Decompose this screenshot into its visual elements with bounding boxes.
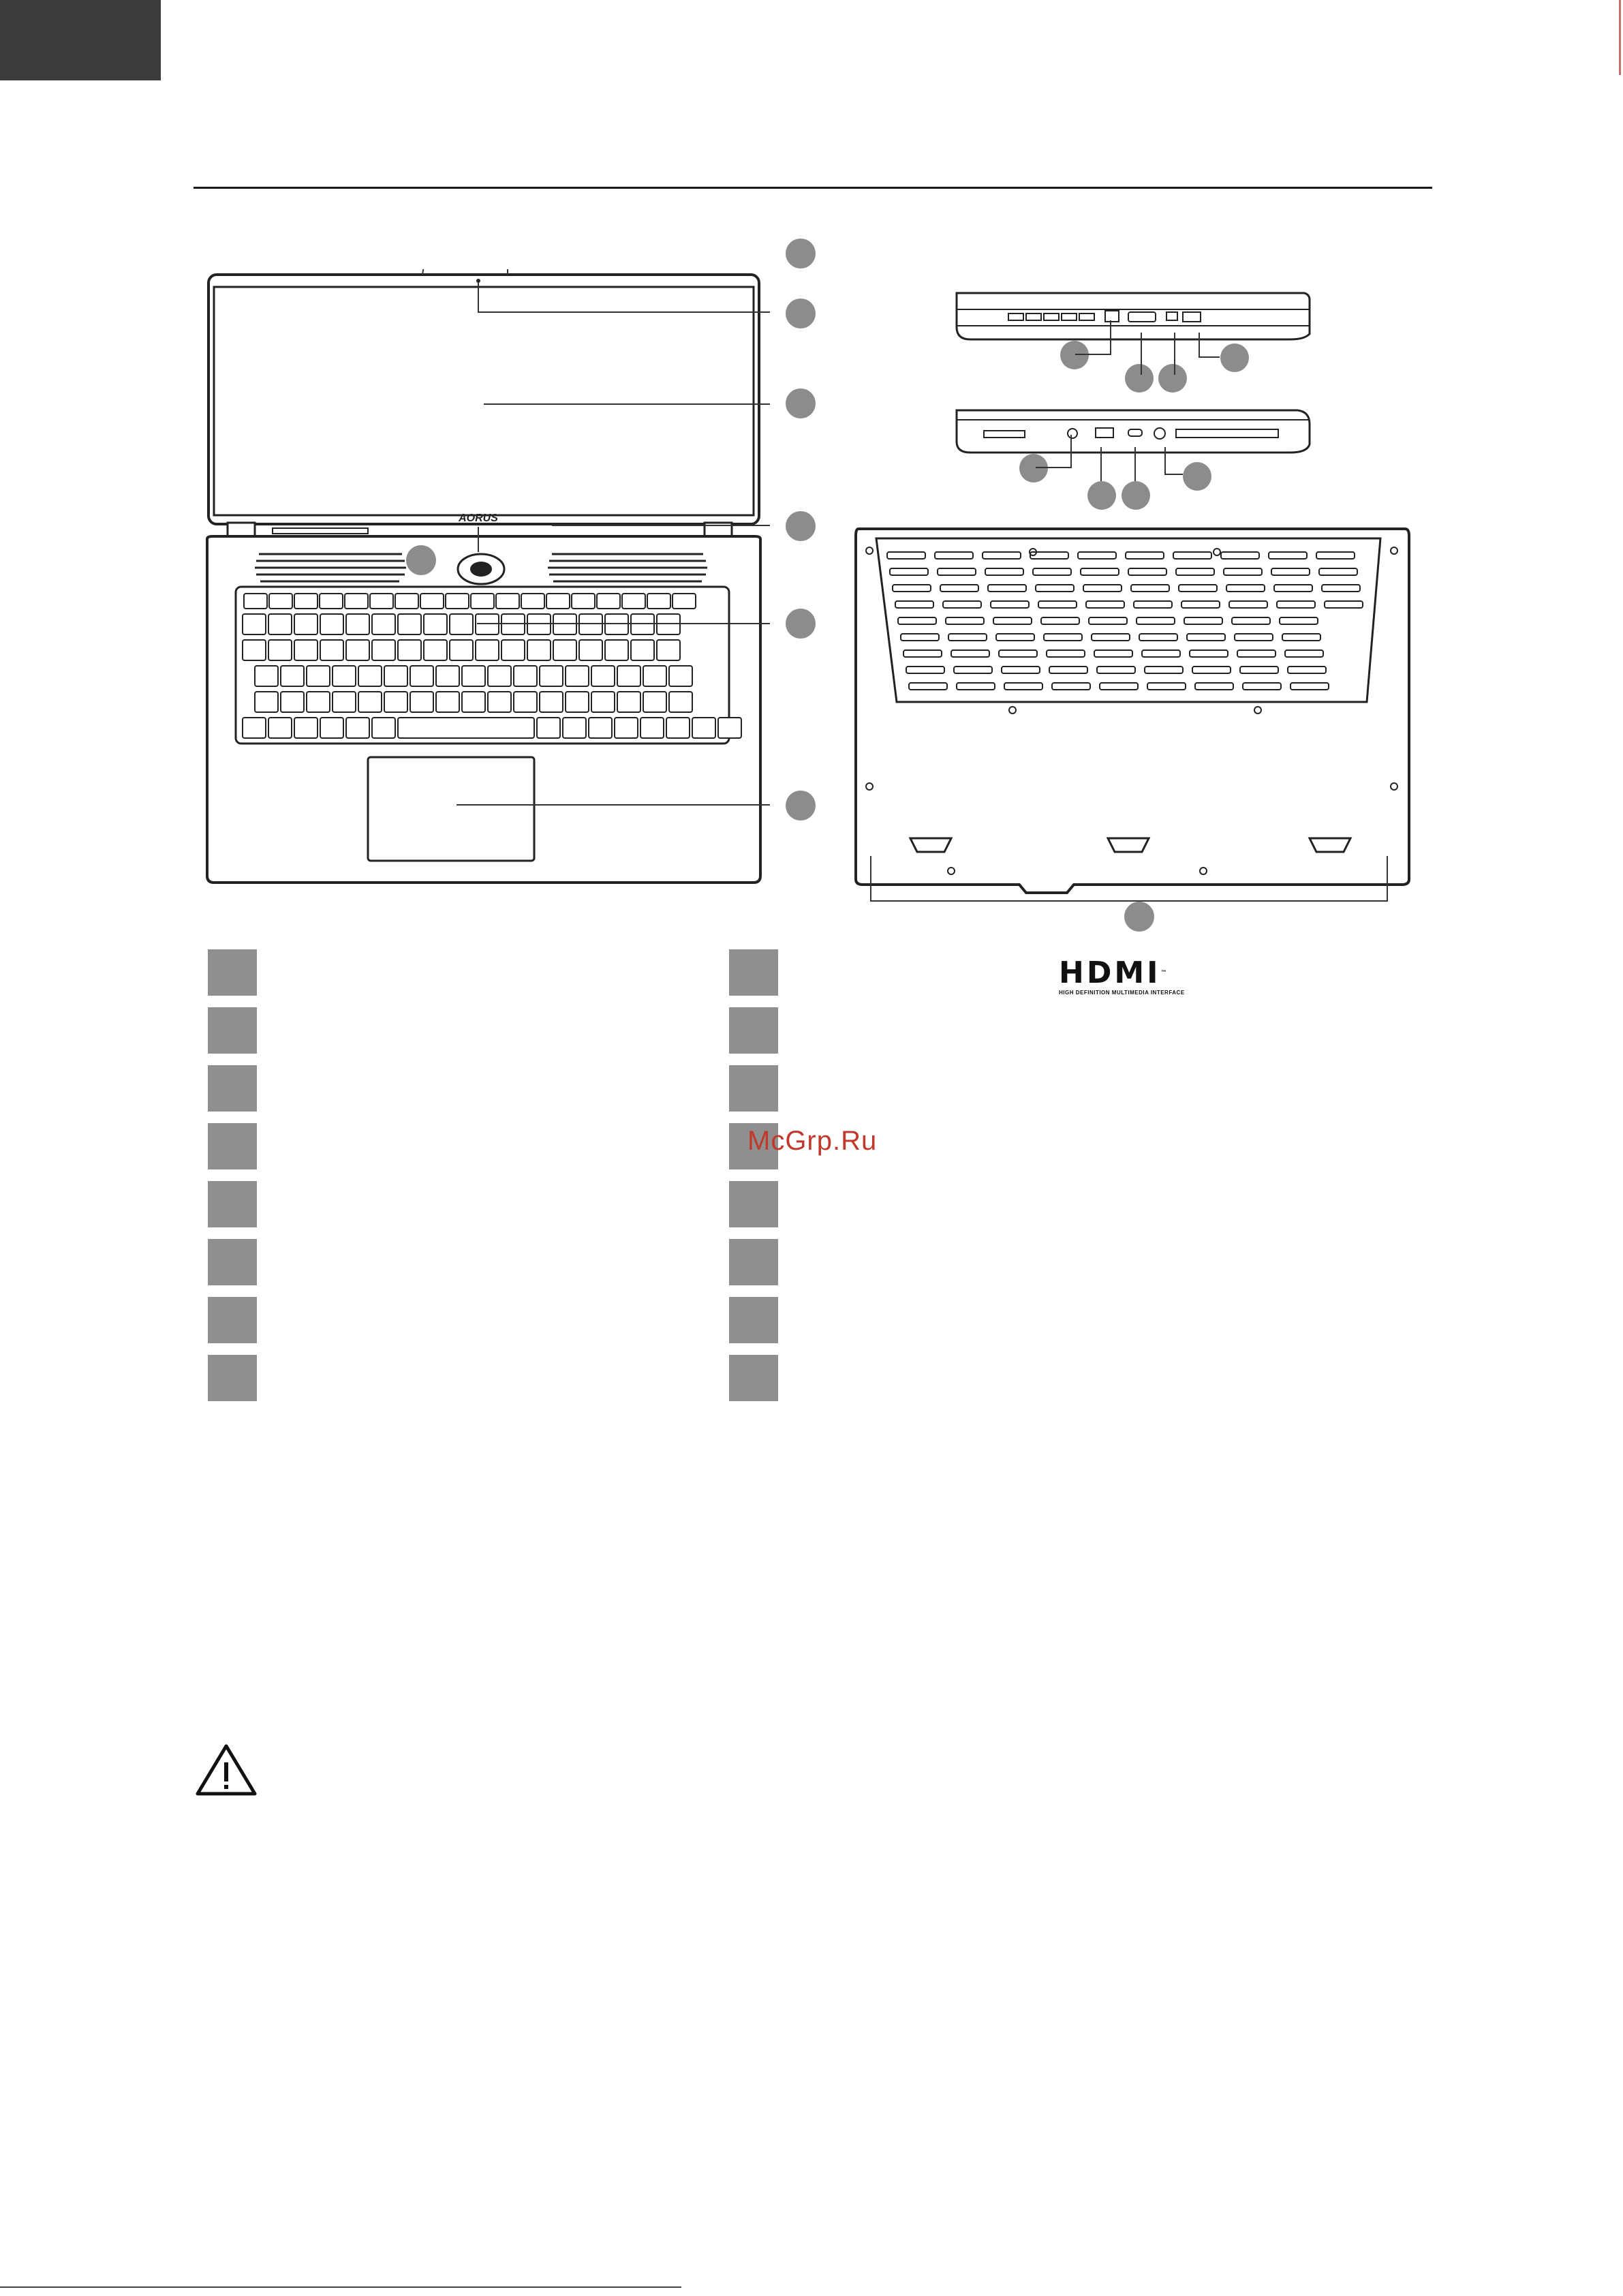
legend-square-6 [208,1239,257,1285]
keyboard-key [384,666,407,686]
bottom-vent-slot [1137,617,1175,624]
keyboard-key [540,666,563,686]
keyboard-key [622,594,645,609]
side-view-leader-lines [1008,313,1254,491]
keyboard-key [537,718,560,738]
bottom-vent-slot [1269,552,1307,559]
callout-marker-6 [786,791,816,821]
keyboard-key [346,718,369,738]
bottom-vent-slot [903,650,942,657]
bottom-vent-slot [1288,667,1326,673]
bottom-vent-slot [1002,667,1040,673]
legend-square-11 [729,1065,778,1112]
keyboard-key [244,594,267,609]
bottom-vent-slot [895,601,933,608]
keyboard-key [333,692,356,712]
keyboard-key [521,594,544,609]
keyboard-key [657,640,680,660]
bottom-vent-slot [1038,601,1077,608]
bottom-vent-slot [1100,683,1138,690]
keyboard-key [591,666,615,686]
keyboard-key [647,594,670,609]
keyboard-key [673,594,696,609]
keyboard-key [243,718,266,738]
bottom-vent-slot [935,552,973,559]
keyboard-key [320,718,343,738]
bottom-vent-slot [946,617,984,624]
keyboard-key [255,692,278,712]
keyboard-key [410,666,433,686]
bottom-vent-slot [1319,568,1357,575]
callout-marker-1 [786,239,816,269]
legend-square-5 [208,1181,257,1227]
bottom-vent-slot [1004,683,1042,690]
bottom-vent-slot [1322,585,1360,592]
bottom-vent-slot [943,601,981,608]
laptop-top-view-illustration [198,269,770,887]
warning-triangle-icon [195,1742,258,1796]
bottom-vent-slot [1184,617,1222,624]
bottom-vent-slot [1047,650,1085,657]
bottom-vent-slot [1173,552,1211,559]
callout-bottom-view [1124,902,1154,932]
laptop-logo-text: AORUS [459,512,498,524]
legend-square-1 [208,949,257,996]
bottom-vent-slot [1142,650,1180,657]
bottom-vent-slot [906,667,944,673]
bottom-vent-slot [951,650,989,657]
keyboard-key [514,692,537,712]
legend-square-10 [729,1007,778,1054]
bottom-vent-slot [1097,667,1135,673]
keyboard-key [591,692,615,712]
keyboard-key [294,718,318,738]
bottom-vent-slot [1179,585,1217,592]
keyboard-key [243,614,266,634]
bottom-vent-slot [1190,650,1228,657]
bottom-vent-slot [1226,585,1265,592]
section-divider [194,187,1432,189]
keyboard-key [436,666,459,686]
watermark-text: McGrp.Ru [747,1126,878,1156]
keyboard-key [572,594,595,609]
bottom-vent-slot [1092,634,1130,641]
keyboard-key [410,692,433,712]
bottom-vent-slot [1139,634,1177,641]
keyboard-key [424,614,447,634]
bottom-vent-slot [1325,601,1363,608]
keyboard-key [597,594,620,609]
legend-square-4 [208,1123,257,1169]
legend-square-14 [729,1239,778,1285]
keyboard-key [501,640,525,660]
keyboard-key [462,692,485,712]
bottom-vent-slot [1041,617,1079,624]
bottom-vent-slot [1195,683,1233,690]
keyboard-key [398,640,421,660]
bottom-vent-slot [898,617,936,624]
hdmi-subtitle: HIGH DEFINITION MULTIMEDIA INTERFACE [1059,990,1185,996]
legend-square-15 [729,1297,778,1343]
keyboard-key [692,718,715,738]
keyboard-key [372,640,395,660]
bottom-vent-slot [1280,617,1318,624]
callout-marker-4 [786,511,816,541]
legend-square-8 [208,1355,257,1401]
keyboard-key [462,666,485,686]
page-corner-tab [0,0,161,80]
hdmi-logo-icon [1059,955,1195,998]
bottom-vent-slot [988,585,1026,592]
bottom-vent-slot [1131,585,1169,592]
keyboard-key [384,692,407,712]
keyboard-key [294,640,318,660]
bottom-vent-slot [999,650,1037,657]
bottom-vent-slot [1232,617,1270,624]
bottom-vent-slot [887,552,925,559]
bottom-vent-slot [1235,634,1273,641]
keyboard-key [527,640,551,660]
bottom-vent-slot [954,667,992,673]
keyboard-key [514,666,537,686]
legend-square-16 [729,1355,778,1401]
keyboard-key [579,640,602,660]
bottom-vent-slot [993,617,1032,624]
bottom-vent-slot [938,568,976,575]
keyboard-key [605,640,628,660]
keyboard-key [320,614,343,634]
callout-marker-2 [786,299,816,328]
keyboard-key [372,718,395,738]
keyboard-key [294,614,318,634]
bottom-vent-slot [948,634,987,641]
hdmi-wordmark: HDMI [1059,955,1161,990]
keyboard-key [643,692,666,712]
keyboard-key [669,666,692,686]
keyboard-key [320,594,343,609]
bottom-vent-slot [1134,601,1172,608]
keyboard-key [669,692,692,712]
bottom-vent-slot [1274,585,1312,592]
keyboard-key [617,666,640,686]
bottom-vent-slot [1224,568,1262,575]
bottom-vent-slot [1094,650,1132,657]
bottom-vent-slot [893,585,931,592]
legend-square-2 [208,1007,257,1054]
keyboard-key [446,594,469,609]
bottom-vent-slot [1229,601,1267,608]
bottom-vent-slot [1052,683,1090,690]
bottom-vent-slot [1145,667,1183,673]
keyboard-key [566,692,589,712]
bottom-vent-slot [983,552,1021,559]
bottom-vent-slot [1192,667,1231,673]
keyboard-key [471,594,494,609]
bottom-vent-slot [1277,601,1315,608]
keyboard-key [615,718,638,738]
bottom-vent-slot [985,568,1023,575]
keyboard-key [346,640,369,660]
bottom-vent-slot [1036,585,1074,592]
laptop-bottom-view-illustration [849,525,1415,906]
keyboard-key [420,594,444,609]
bottom-vent-slot [1128,568,1166,575]
bottom-vent-slot [1044,634,1082,641]
bottom-vent-slot [1083,585,1122,592]
bottom-vent-slot [909,683,947,690]
keyboard-key [255,666,278,686]
keyboard-key [488,666,511,686]
keyboard-key [476,640,499,660]
bottom-vent-slot [1089,617,1127,624]
keyboard-key [553,640,576,660]
bottom-vent-slot [1285,650,1323,657]
bottom-vent-slot [1221,552,1259,559]
bottom-vent-slot [1290,683,1329,690]
bottom-vent-slot [901,634,939,641]
bottom-vent-slot [996,634,1034,641]
keyboard-key [450,640,473,660]
keyboard-key [424,640,447,660]
keyboard-key [268,718,292,738]
bottom-vent-slot [991,601,1029,608]
keyboard-key [268,614,292,634]
keyboard-key [281,666,304,686]
keyboard-key [718,718,741,738]
bottom-vent-slot [890,568,928,575]
keyboard-key [269,594,292,609]
bottom-vent-slot [1243,683,1281,690]
callout-marker-3 [786,388,816,418]
keyboard-key [294,594,318,609]
page-edge-mark [1619,0,1621,75]
keyboard-key [320,640,343,660]
keyboard-key [617,692,640,712]
callout-marker-7 [406,545,436,575]
keyboard-key [666,718,690,738]
keyboard-key [436,692,459,712]
keyboard-key [546,594,570,609]
keyboard-key [281,692,304,712]
keyboard-key [640,718,664,738]
bottom-vent-slot [957,683,995,690]
bottom-vent-slot [1187,634,1225,641]
keyboard-key [307,692,330,712]
bottom-vent-slot [1176,568,1214,575]
keyboard-key [488,692,511,712]
keyboard-key [243,640,266,660]
bottom-vent-slot [1049,667,1087,673]
bottom-vent-slot [1271,568,1310,575]
keyboard-key [370,594,393,609]
bottom-vent-slot [1181,601,1220,608]
bottom-vent-slot [1078,552,1116,559]
callout-marker-5 [786,609,816,639]
bottom-vent-slot [1081,568,1119,575]
keyboard-key [358,666,382,686]
bottom-vent-slot [1147,683,1186,690]
legend-square-13 [729,1181,778,1227]
keyboard-key [589,718,612,738]
keyboard-key [540,692,563,712]
keyboard-key [563,718,586,738]
hdmi-trademark: ™ [1160,970,1170,977]
keyboard-key [395,594,418,609]
bottom-vent-slot [1282,634,1320,641]
keyboard-key [372,614,395,634]
legend-square-3 [208,1065,257,1112]
bottom-vent-slot [1240,667,1278,673]
keyboard-key [450,614,473,634]
keyboard-key [496,594,519,609]
legend-square-7 [208,1297,257,1343]
keyboard-key [358,692,382,712]
keyboard-key [268,640,292,660]
bottom-vent-slot [940,585,978,592]
keyboard-key [566,666,589,686]
keyboard-key [345,594,368,609]
keyboard-key [631,640,654,660]
footer-rule [0,2286,681,2288]
keyboard-key [398,718,534,738]
bottom-vent-slot [1086,601,1124,608]
bottom-vent-slot [1316,552,1355,559]
keyboard-key [307,666,330,686]
keyboard-key [333,666,356,686]
keyboard-key [643,666,666,686]
bottom-vent-slot [1126,552,1164,559]
keyboard-key [346,614,369,634]
legend-square-9 [729,949,778,996]
keyboard-key [398,614,421,634]
bottom-vent-slot [1237,650,1276,657]
bottom-vent-slot [1033,568,1071,575]
